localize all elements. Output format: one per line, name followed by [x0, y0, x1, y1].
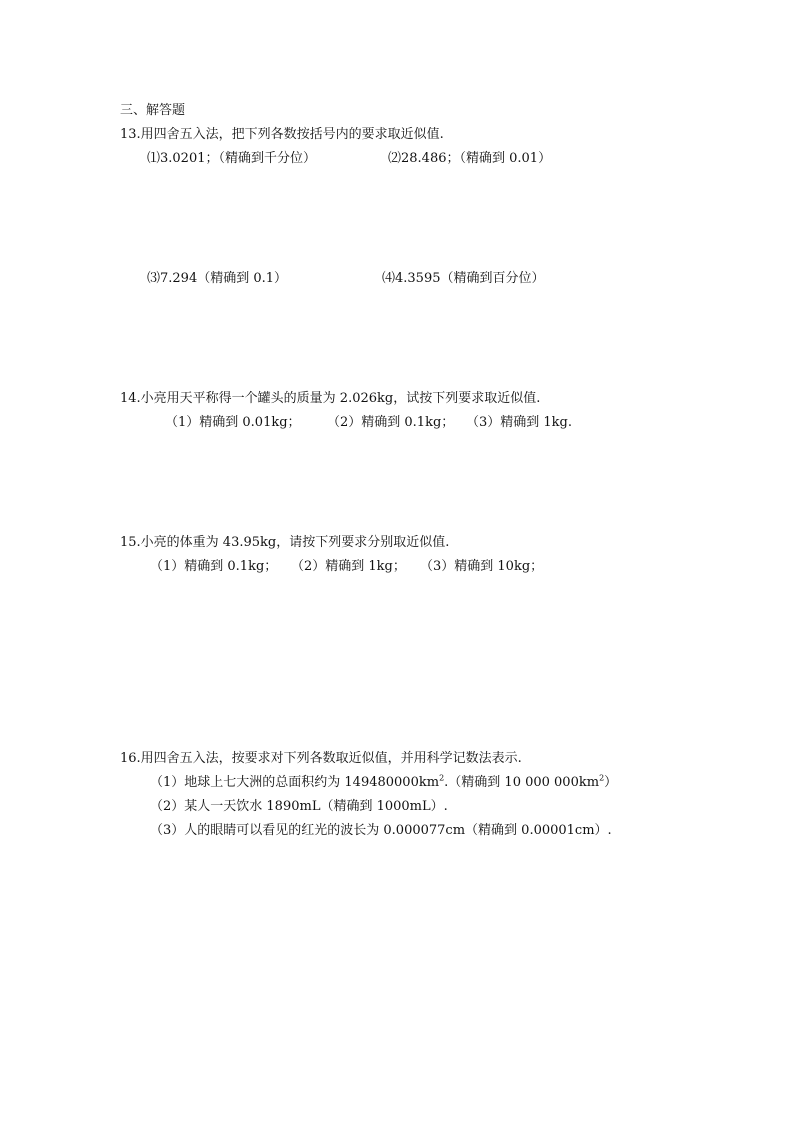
superscript-2b: 2 [599, 773, 605, 783]
question-16-item-1-text3: ） [604, 775, 618, 790]
question-13-item-1: ⑴3.0201；（精确到千分位） [147, 151, 316, 166]
question-16-stem: 16.用四舍五入法，按要求对下列各数取近似值，并用科学记数法表示. [120, 751, 522, 766]
question-15-item-2: （2）精确到 1kg； [291, 559, 406, 574]
question-13-item-3: ⑶7.294（精确到 0.1） [147, 271, 288, 286]
question-15-item-1: （1）精确到 0.1kg； [150, 559, 278, 574]
question-15-stem: 15.小亮的体重为 43.95kg，请按下列要求分别取近似值. [120, 535, 450, 550]
superscript-2: 2 [439, 773, 445, 783]
question-14-item-2: （2）精确到 0.1kg； [327, 415, 455, 430]
question-14-item-1: （1）精确到 0.01kg； [165, 415, 301, 430]
question-13-item-2: ⑵28.486；（精确到 0.01） [388, 151, 552, 166]
question-13-stem: 13.用四舍五入法，把下列各数按括号内的要求取近似值. [120, 127, 444, 142]
question-13-item-4: ⑷4.3595（精确到百分位） [382, 271, 545, 286]
question-16-item-1 [150, 775, 617, 791]
question-16-item-1-text: （1）地球上七大洲的总面积约为 149480000km [150, 775, 440, 790]
question-14-stem: 14.小亮用天平称得一个罐头的质量为 2.026kg，试按下列要求取近似值. [120, 391, 541, 406]
question-15-item-3: （3）精确到 10kg； [420, 559, 544, 574]
question-14-item-3: （3）精确到 1kg. [466, 415, 573, 430]
question-16-item-1-text2: .（精确到 10 000 000km [444, 775, 600, 790]
question-16-item-3: （3）人的眼睛可以看见的红光的波长为 0.000077cm（精确到 0.00001cm）. [150, 823, 612, 838]
section-title: 三、解答题 [120, 103, 186, 118]
question-16-item-2: （2）某人一天饮水 1890mL（精确到 1000mL）. [150, 799, 448, 814]
